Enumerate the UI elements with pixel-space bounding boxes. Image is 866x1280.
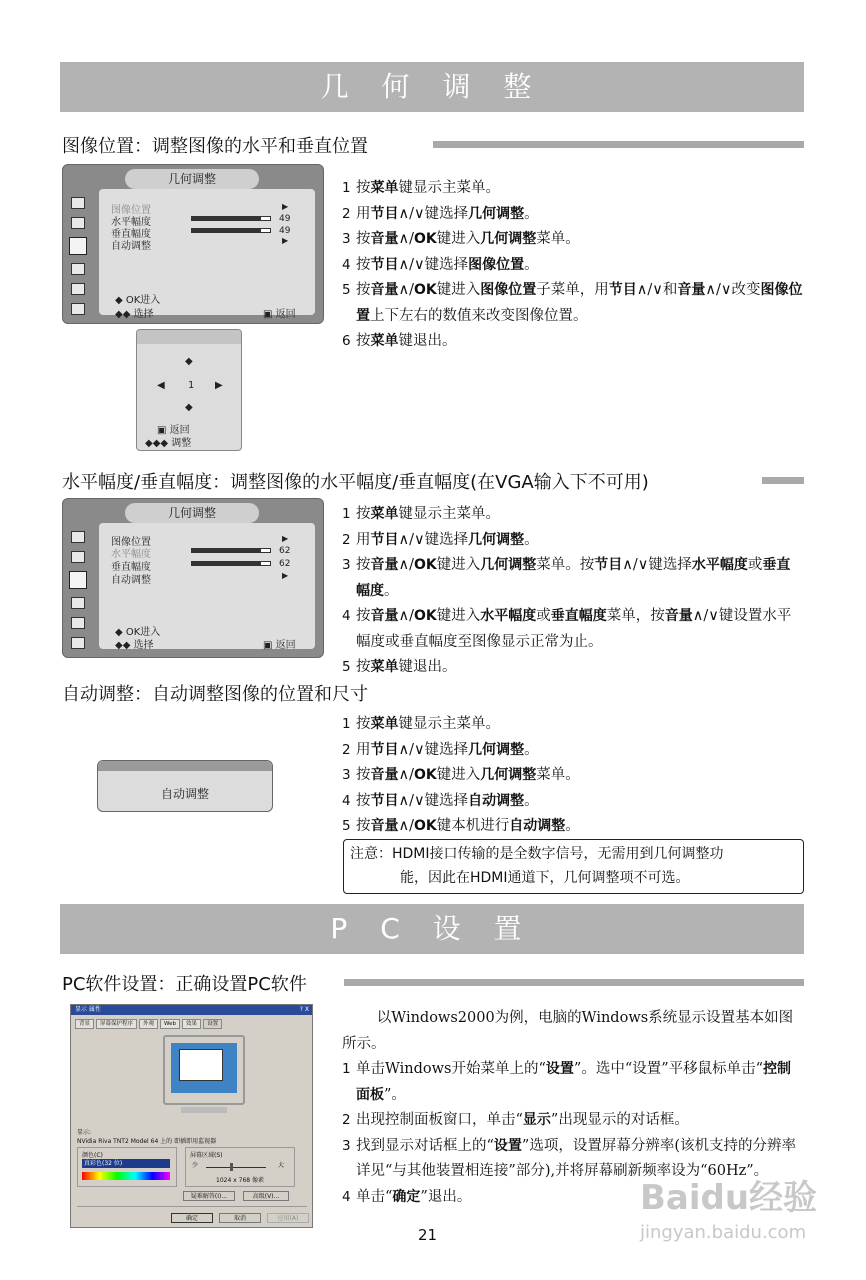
setup-icon <box>71 263 85 275</box>
color-spectrum <box>82 1172 170 1180</box>
monitor-base <box>181 1107 227 1113</box>
step-2 <box>342 528 804 554</box>
position-value: 1 <box>188 380 195 391</box>
step-number: 1 <box>342 180 351 196</box>
preview-window <box>179 1049 223 1081</box>
osd-select-hint: ◆◆ 选择 <box>115 640 154 651</box>
vsize-bar[interactable] <box>191 228 271 233</box>
right-icon[interactable]: ▶ <box>215 380 223 391</box>
note-line-1: 注意：HDMI接口传输的是全数字信号，无需用到几何调整功 <box>350 846 724 862</box>
geometry-icon <box>69 571 87 589</box>
step-number: 2 <box>342 531 351 548</box>
osd-item-auto[interactable]: 自动调整 <box>111 575 151 586</box>
section-title-image-position: 图像位置：调整图像的水平和垂直位置 <box>62 136 368 157</box>
sound-icon <box>71 217 85 229</box>
resolution-slider[interactable] <box>206 1167 266 1168</box>
osd-back-hint: ▣ 返回 <box>263 640 296 651</box>
tab-background[interactable]: 背景 <box>75 1019 94 1029</box>
step-number: 4 <box>342 608 351 624</box>
divider <box>77 1206 307 1207</box>
osd-side-icons <box>71 197 89 323</box>
steps-size <box>342 502 804 681</box>
pc-icon <box>71 617 85 629</box>
steps-auto <box>342 712 804 840</box>
step-text: 按节目∧/∨键选择图像位置。 <box>356 256 539 273</box>
tab-settings[interactable]: 设置 <box>203 1019 222 1029</box>
step-5 <box>342 655 804 681</box>
arrow-right-icon: ▶ <box>282 571 289 580</box>
picture-icon <box>71 197 85 209</box>
step-3 <box>342 227 804 253</box>
up-icon[interactable]: ◆ <box>185 356 193 367</box>
step-1 <box>342 176 804 202</box>
section-banner-pc: P C 设 置 <box>60 904 804 954</box>
hsize-bar[interactable] <box>191 216 271 221</box>
function-icon <box>71 303 85 315</box>
vsize-value: 49 <box>279 226 291 236</box>
note-box <box>343 839 804 894</box>
step-4 <box>342 789 804 815</box>
vsize-bar[interactable] <box>191 561 271 566</box>
step-number: 1 <box>342 1061 351 1077</box>
step-number: 5 <box>342 818 351 834</box>
step-text: 按音量∧/OK键进入几何调整菜单。 <box>356 767 580 783</box>
step-text: 单击Windows开始菜单上的“设置”。选中“设置”平移鼠标单击“控制面板”。 <box>356 1061 792 1103</box>
baidu-watermark-url: jingyan.baidu.com <box>640 1222 807 1243</box>
step-text: 按菜单键显示主菜单。 <box>356 506 500 522</box>
step-number: 3 <box>342 767 351 783</box>
position-popup <box>136 329 242 451</box>
step-number: 4 <box>342 256 351 273</box>
color-label: 颜色(C) <box>82 1152 103 1159</box>
troubleshoot-button[interactable]: 疑难解答(I)... <box>183 1191 235 1201</box>
step-number: 1 <box>342 716 351 732</box>
step-text: 按音量∧/OK键进入图像位置子菜单，用节目∧/∨和音量∧/∨改变图像位置上下左右的数值来改变图像位置。 <box>356 282 803 324</box>
step-3 <box>342 553 804 604</box>
popup-topbar <box>137 330 241 344</box>
step-text: 按菜单键显示主菜单。 <box>356 716 500 732</box>
osd-item-hsize[interactable]: 水平幅度 <box>111 549 151 560</box>
geometry-icon <box>69 237 87 255</box>
section-banner-geometry: 几 何 调 整 <box>60 62 804 112</box>
sound-icon <box>71 551 85 563</box>
step-text: 找到显示对话框上的“设置”选项，设置屏幕分辨率(该机支持的分辨率详见“与其他装置相连接”部分),并将屏幕刷新频率设为“60Hz”。 <box>356 1137 796 1179</box>
step-6 <box>342 329 804 355</box>
tab-appearance[interactable]: 外观 <box>139 1019 158 1029</box>
hsize-value: 62 <box>279 546 291 556</box>
osd-header: 几何调整 <box>125 503 259 523</box>
step-text: 用节目∧/∨键选择几何调整。 <box>356 741 539 758</box>
ok-button[interactable]: 确定 <box>171 1213 213 1223</box>
osd-ok-hint: ◆ OK进入 <box>115 295 161 306</box>
osd-ok-hint: ◆ OK进入 <box>115 627 161 638</box>
step-text: 按节目∧/∨键选择自动调整。 <box>356 792 539 809</box>
dialog-title: 显示 属性 <box>75 1006 101 1013</box>
osd-item-vsize[interactable]: 垂直幅度 <box>111 562 151 573</box>
slider-thumb[interactable] <box>230 1163 233 1171</box>
step-text: 按音量∧/OK键进入几何调整菜单。按节目∧/∨键选择水平幅度或垂直幅度。 <box>356 557 791 599</box>
title-rule <box>344 979 804 986</box>
step-2 <box>342 202 804 228</box>
resolution-value: 1024 x 768 像素 <box>216 1177 264 1184</box>
osd-geometry-menu-1 <box>62 164 324 324</box>
picture-icon <box>71 531 85 543</box>
area-group <box>185 1147 295 1187</box>
pc-intro: 以Windows2000为例，电脑的Windows系统显示设置基本如图所示。 <box>342 1010 794 1052</box>
step-text: 出现控制面板窗口，单击“显示”出现显示的对话框。 <box>356 1112 689 1128</box>
section-title-auto: 自动调整：自动调整图像的位置和尺寸 <box>62 684 368 705</box>
step-number: 2 <box>342 205 351 222</box>
step-4 <box>342 604 804 655</box>
section-title-size: 水平幅度/垂直幅度：调整图像的水平幅度/垂直幅度(在VGA输入下不可用) <box>62 472 649 493</box>
step-number: 4 <box>342 1188 351 1205</box>
pc-icon <box>71 283 85 295</box>
left-icon[interactable]: ◀ <box>157 380 165 391</box>
down-icon[interactable]: ◆ <box>185 402 193 413</box>
osd-item-vsize[interactable]: 垂直幅度 <box>111 229 151 240</box>
osd-item-auto[interactable]: 自动调整 <box>111 241 151 252</box>
step-text: 单击“确定”退出。 <box>356 1188 472 1205</box>
dialog-tabs <box>75 1019 222 1029</box>
step-text: 按菜单键退出。 <box>356 659 457 675</box>
popup-back: ▣ 返回 <box>157 425 190 436</box>
step-text: 按音量∧/OK键本机进行自动调整。 <box>356 818 580 834</box>
hsize-value: 49 <box>279 214 291 224</box>
step-1 <box>342 502 804 528</box>
area-more: 大 <box>277 1162 284 1169</box>
osd-select-hint: ◆◆ 选择 <box>115 309 154 320</box>
auto-adjust-label: 自动调整 <box>160 787 209 801</box>
osd-side-icons <box>71 531 89 657</box>
step-5 <box>342 278 804 329</box>
function-icon <box>71 637 85 649</box>
osd-header: 几何调整 <box>125 169 259 189</box>
color-select[interactable]: 真彩色(32 位) <box>82 1159 170 1168</box>
step-text: 用节目∧/∨键选择几何调整。 <box>356 531 539 548</box>
step-text: 按音量∧/OK键进入几何调整菜单。 <box>356 231 580 247</box>
display-desc: NVidia Riva TNT2 Model 64 上的 即插即用监视器 <box>77 1138 217 1145</box>
step-text: 按音量∧/OK键进入水平幅度或垂直幅度菜单，按音量∧/∨键设置水平幅度或垂直幅度至图像显示正常为止。 <box>356 608 792 650</box>
arrow-right-icon: ▶ <box>282 534 289 543</box>
display-label: 显示: <box>77 1129 92 1136</box>
step-text: 按菜单键显示主菜单。 <box>356 180 500 196</box>
setup-icon <box>71 597 85 609</box>
step-5 <box>342 814 804 840</box>
step-number: 3 <box>342 557 351 573</box>
area-less: 少 <box>192 1162 199 1169</box>
osd-geometry-menu-2 <box>62 498 324 658</box>
step-1 <box>342 1057 804 1108</box>
step-3 <box>342 763 804 789</box>
dialog-titlebar <box>71 1005 312 1015</box>
tab-effects[interactable]: 效果 <box>182 1019 201 1029</box>
title-rule <box>433 141 804 148</box>
steps-image-position <box>342 176 804 355</box>
dialog-controls[interactable]: ? X <box>299 1006 309 1013</box>
monitor-preview <box>163 1035 245 1105</box>
area-label: 屏幕区域(S) <box>190 1152 223 1159</box>
cancel-button[interactable]: 取消 <box>219 1213 261 1223</box>
display-properties-dialog <box>70 1004 313 1228</box>
monitor-screen <box>171 1043 237 1093</box>
button-topbar <box>98 761 272 771</box>
step-number: 5 <box>342 659 351 675</box>
step-number: 2 <box>342 1112 351 1128</box>
osd-item-hsize[interactable]: 水平幅度 <box>111 217 151 228</box>
step-number: 3 <box>342 231 351 247</box>
tab-screensaver[interactable]: 屏幕保护程序 <box>96 1019 137 1029</box>
apply-button[interactable]: 应用(A) <box>267 1213 309 1223</box>
step-number: 3 <box>342 1137 351 1154</box>
step-number: 4 <box>342 792 351 809</box>
step-4 <box>342 253 804 279</box>
tab-web[interactable]: Web <box>160 1019 180 1029</box>
step-text: 按菜单键退出。 <box>356 333 457 349</box>
step-number: 6 <box>342 333 351 349</box>
osd-item-position[interactable]: 图像位置 <box>111 205 151 216</box>
step-2 <box>342 1108 804 1134</box>
step-number: 2 <box>342 741 351 758</box>
title-rule <box>762 477 804 484</box>
step-number: 1 <box>342 506 351 522</box>
note-line-2: 能，因此在HDMI通道下，几何调整项不可选。 <box>400 870 690 886</box>
popup-adjust: ◆◆◆ 调整 <box>145 438 192 449</box>
osd-item-position[interactable]: 图像位置 <box>111 537 151 548</box>
hsize-bar[interactable] <box>191 548 271 553</box>
baidu-watermark: Baidu经验 <box>640 1178 818 1218</box>
color-group <box>77 1147 177 1187</box>
step-1 <box>342 712 804 738</box>
vsize-value: 62 <box>279 559 291 569</box>
page-number: 21 <box>418 1226 438 1244</box>
arrow-right-icon: ▶ <box>282 236 289 245</box>
step-number: 5 <box>342 282 351 298</box>
section-title-pc-software: PC软件设置：正确设置PC软件 <box>62 974 307 995</box>
osd-back-hint: ▣ 返回 <box>263 309 296 320</box>
advanced-button[interactable]: 高级(V)... <box>243 1191 289 1201</box>
arrow-right-icon: ▶ <box>282 202 289 211</box>
step-2 <box>342 738 804 764</box>
step-text: 用节目∧/∨键选择几何调整。 <box>356 205 539 222</box>
auto-adjust-button[interactable] <box>97 760 273 812</box>
